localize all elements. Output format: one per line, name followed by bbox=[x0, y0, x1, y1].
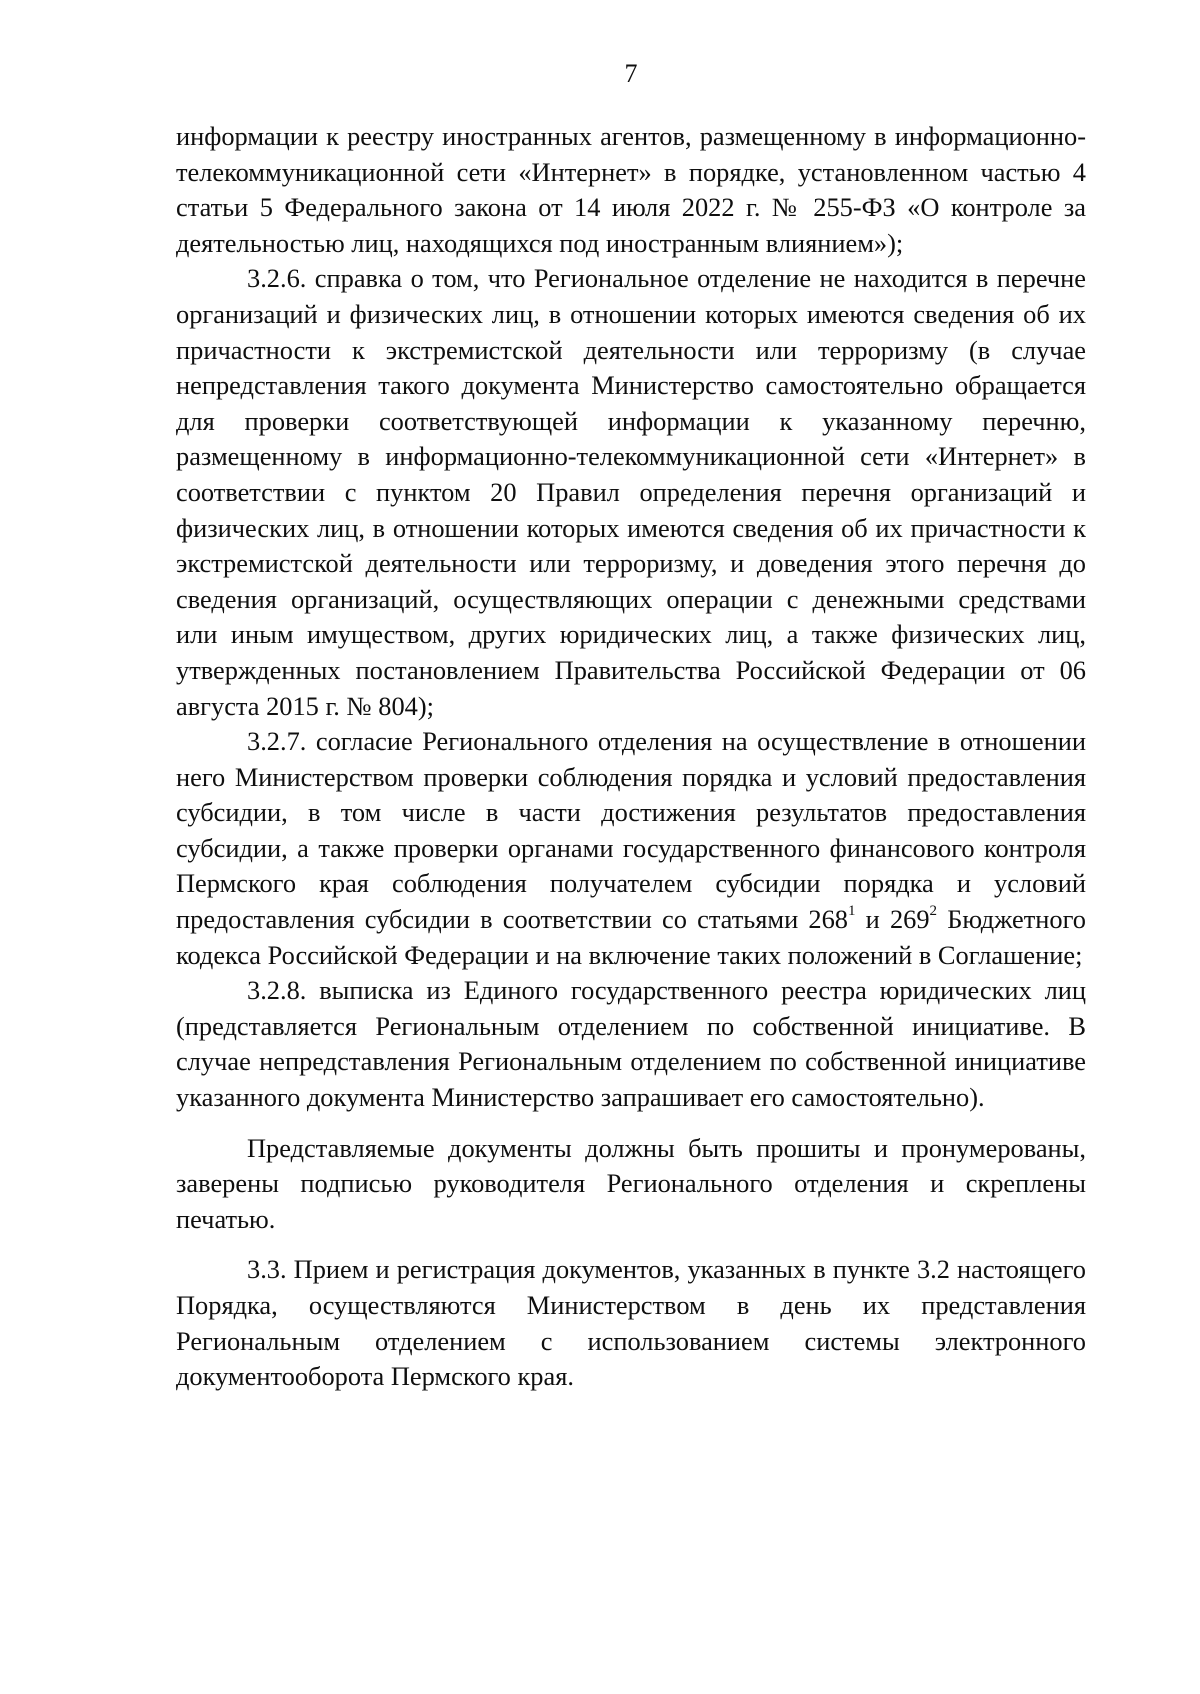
superscript-268: 1 bbox=[848, 903, 856, 920]
page-number: 7 bbox=[624, 59, 638, 88]
paragraph-3-2-8: 3.2.8. выписка из Единого государственного реестра юридических лиц (представляется Региональным отделением по собственной инициативе. В случае непредставления Региональным отделением по собственной инициативе указанного документа Министерство запрашивает его самостоятельно). bbox=[176, 975, 1086, 1113]
paragraph-3-2-7-text-b: и 269 bbox=[855, 904, 930, 935]
paragraph-3-2-7-text-c: Бюджетного кодекса Российской Федерации и на включение таких положений в Соглашение; bbox=[176, 904, 1086, 970]
paragraph-documents-requirements: Представляемые документы должны быть прошиты и пронумерованы, заверены подписью руководителя Регионального отделения и скреплены печатью. bbox=[176, 1132, 1086, 1234]
paragraph-foreign-agents-registry: информации к реестру иностранных агентов, размещенному в информационно-телекоммуникационной сети «Интернет» в порядке, установленном частью 4 статьи 5 Федерального закона от 14 июля 2022 г. № 255-ФЗ «О контроле за деятельностью лиц, находящихся под иностранным влиянием»); bbox=[176, 121, 1086, 258]
paragraph-3-3: 3.3. Прием и регистрация документов, указанных в пункте 3.2 настоящего Порядка, осуществляются Министерством в день их представления Региональным отделением с использованием системы электронного документооборота Пермского края. bbox=[176, 1254, 1086, 1392]
paragraph-3-2-7-text-a: 3.2.7. согласие Регионального отделения на осуществление в отношении него Министерством проверки соблюдения порядка и условий предоставления субсидии, в том числе в части достижения результатов предоставления субсидии, а также проверки органами государственного финансового контроля Пермского края соблюдения получателем субсидии порядка и условий предоставления субсидии в соответствии со статьями 268 bbox=[176, 726, 1086, 935]
paragraph-3-2-6: 3.2.6. справка о том, что Региональное отделение не находится в перечне организаций и физических лиц, в отношении которых имеются сведения об их причастности к экстремистской деятельности или терроризму (в случае непредставления такого документа Министерство самостоятельно обращается для проверки соответствующей информации к указанному перечню, размещенному в информационно-телекоммуникационной сети «Интернет» в соответствии с пунктом 20 Правил определения перечня организаций и физических лиц, в отношении которых имеются сведения об их причастности к экстремистской деятельности или терроризму, и доведения этого перечня до сведения организаций, осуществляющих операции с денежными средствами или иным имуществом, других юридических лиц, а также физических лиц, утвержденных постановлением Правительства Российской Федерации от 06 августа 2015 г. № 804); bbox=[176, 263, 1086, 721]
document-body bbox=[176, 119, 1086, 1395]
paragraph-3-2-7 bbox=[176, 724, 1086, 973]
superscript-269: 2 bbox=[929, 903, 938, 920]
